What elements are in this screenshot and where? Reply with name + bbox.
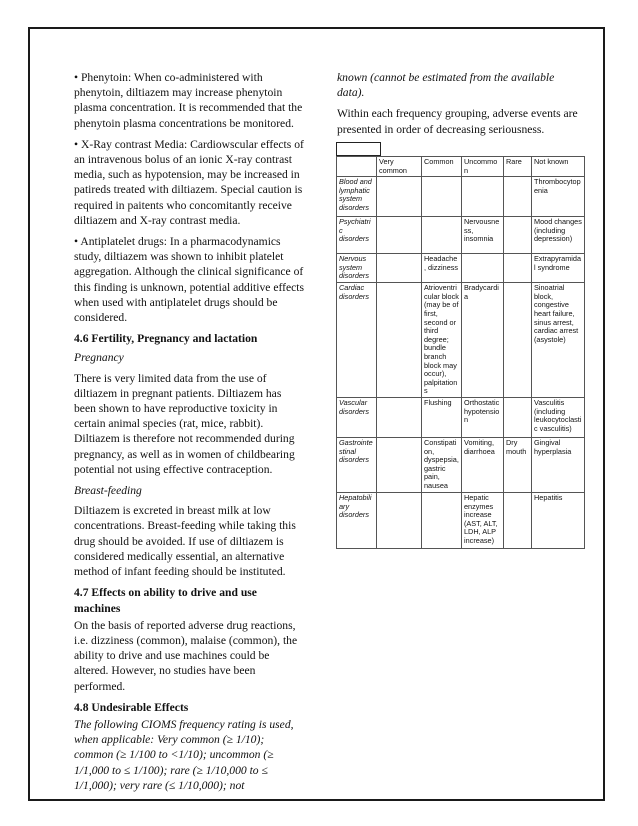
table-cell: Flushing: [422, 397, 462, 437]
header-cell: [337, 157, 377, 177]
table-row: [337, 177, 585, 217]
table-cell: Bradycardia: [462, 283, 504, 398]
table-cell: [377, 177, 422, 217]
table-cell: [504, 177, 532, 217]
table-cell: Vasculitis (including leukocytoclastic vasculitis): [532, 397, 585, 437]
table-cell: Nervous system disorders: [337, 254, 377, 283]
table-row: [337, 254, 585, 283]
table-row: [337, 217, 585, 254]
table-cell: [377, 254, 422, 283]
section-4-6-heading: 4.6 Fertility, Pregnancy and lactation: [74, 332, 258, 346]
table-header-row: [337, 157, 585, 177]
table-cell: Vascular disorders: [337, 397, 377, 437]
driving-paragraph: On the basis of reported adverse drug reactions, i.e. dizziness (common), malaise (common), the ability to drive and use machines could be altered. However, no studies have been performed.: [74, 618, 298, 693]
empty-table-caption-box: [336, 142, 381, 156]
table-row: [337, 437, 585, 492]
table-cell: Orthostatic hypotension: [462, 397, 504, 437]
table-cell: Gastrointestinal disorders: [337, 437, 377, 492]
header-cell: Rare: [504, 157, 532, 177]
table-cell: Thrombocytopenia: [532, 177, 585, 217]
table-cell: [504, 254, 532, 283]
table-row: [337, 397, 585, 437]
table-row: [337, 283, 585, 398]
table-cell: Cardiac disorders: [337, 283, 377, 398]
xray-contrast-paragraph: • X-Ray contrast Media: Cardiowscular effects of an intravenous bolus of an ionic X-ray contrast media, such as hypotension, may be increased in patireds treated with diltiazem. Special caution is required in paitents who concomitantly receive diltiazem and X-ray contrast media.: [74, 137, 304, 227]
table-cell: [504, 492, 532, 548]
table-cell: [377, 397, 422, 437]
section-4-7-heading: 4.7 Effects on ability to drive and use machines: [74, 586, 257, 615]
table-cell: [504, 217, 532, 254]
table-cell: Constipation, dyspepsia, gastric pain, nausea: [422, 437, 462, 492]
pregnancy-subheading: Pregnancy: [74, 351, 124, 365]
antiplatelet-paragraph: • Antiplatelet drugs: In a pharmacodynamics study, diltiazem was shown to inhibit platelet aggregation. Although the clinical significance of this finding is unknown, potential additive effects when used with antiplatelet drugs should be considered.: [74, 235, 305, 325]
table-cell: [377, 217, 422, 254]
left-column: [74, 70, 306, 799]
header-cell: Uncommon: [462, 157, 504, 177]
table-cell: Hepatic enzymes increase (AST, ALT, LDH, ALP increase): [462, 492, 504, 548]
table-cell: Hepatobiliary disorders: [337, 492, 377, 548]
table-row: [337, 492, 585, 548]
right-column: [337, 70, 581, 143]
adverse-effects-table: [336, 156, 585, 549]
frequency-continuation: known (cannot be estimated from the available data).: [337, 71, 555, 100]
table-cell: Mood changes (including depression): [532, 217, 585, 254]
table-cell: Psychiatric disorders: [337, 217, 377, 254]
table-cell: Atrioventricular block (may be of first, second or third degree; bundle branch block may occur), palpitations: [422, 283, 462, 398]
table-cell: [504, 397, 532, 437]
header-cell: Very common: [377, 157, 422, 177]
table-cell: Extrapyramidal syndrome: [532, 254, 585, 283]
table-cell: [462, 177, 504, 217]
section-4-8-heading: 4.8 Undesirable Effects: [74, 700, 189, 714]
ordering-paragraph: Within each frequency grouping, adverse events are presented in order of decreasing seriousness.: [337, 107, 578, 136]
table-cell: Dry mouth: [504, 437, 532, 492]
table-cell: [422, 492, 462, 548]
table-cell: Blood and lymphatic system disorders: [337, 177, 377, 217]
breastfeeding-subheading: Breast-feeding: [74, 484, 142, 498]
phenytoin-paragraph: • Phenytoin: When co-administered with phenytoin, diltiazem may increase phenytoin plasma concentration. It is recommended that the phenytoin plasma concentrations be monitored.: [74, 71, 303, 130]
table-cell: Nervousness, insomnia: [462, 217, 504, 254]
table-cell: Hepatitis: [532, 492, 585, 548]
pregnancy-paragraph: There is very limited data from the use of diltiazem in pregnant patients. Diltiazem has been shown to have reproductive toxicity in certain animal species (rat, mice, rabbit). Diltiazem is therefore not recommended during pregnancy, as well as in women of childbearing potential not using effective contraception.: [74, 371, 295, 476]
breastfeeding-paragraph: Diltiazem is excreted in breast milk at low concentrations. Breast-feeding while taking this drug should be avoided. If use of diltiazem is considered medically essential, an alternative method of infant feeding should be instituted.: [74, 504, 296, 579]
table-cell: [377, 437, 422, 492]
header-cell: Not known: [532, 157, 585, 177]
table-cell: [422, 217, 462, 254]
table-cell: [504, 283, 532, 398]
header-cell: Common: [422, 157, 462, 177]
table-cell: [377, 283, 422, 398]
table-cell: Vomiting, diarrhoea: [462, 437, 504, 492]
table-cell: [377, 492, 422, 548]
cioms-paragraph: The following CIOMS frequency rating is used, when applicable: Very common (≥ 1/10); common (≥ 1/100 to <1/10); uncommon (≥ 1/1,000 to ≤ 1/100); rare (≥ 1/10,000 to ≤ 1/1,000); very rare (≤ 1/10,000); not: [74, 717, 294, 792]
table-cell: [422, 177, 462, 217]
table-cell: Sinoatrial block, congestive heart failure, sinus arrest, cardiac arrest (asystole): [532, 283, 585, 398]
table-cell: [462, 254, 504, 283]
table-cell: Headache, dizziness: [422, 254, 462, 283]
table-cell: Gingival hyperplasia: [532, 437, 585, 492]
